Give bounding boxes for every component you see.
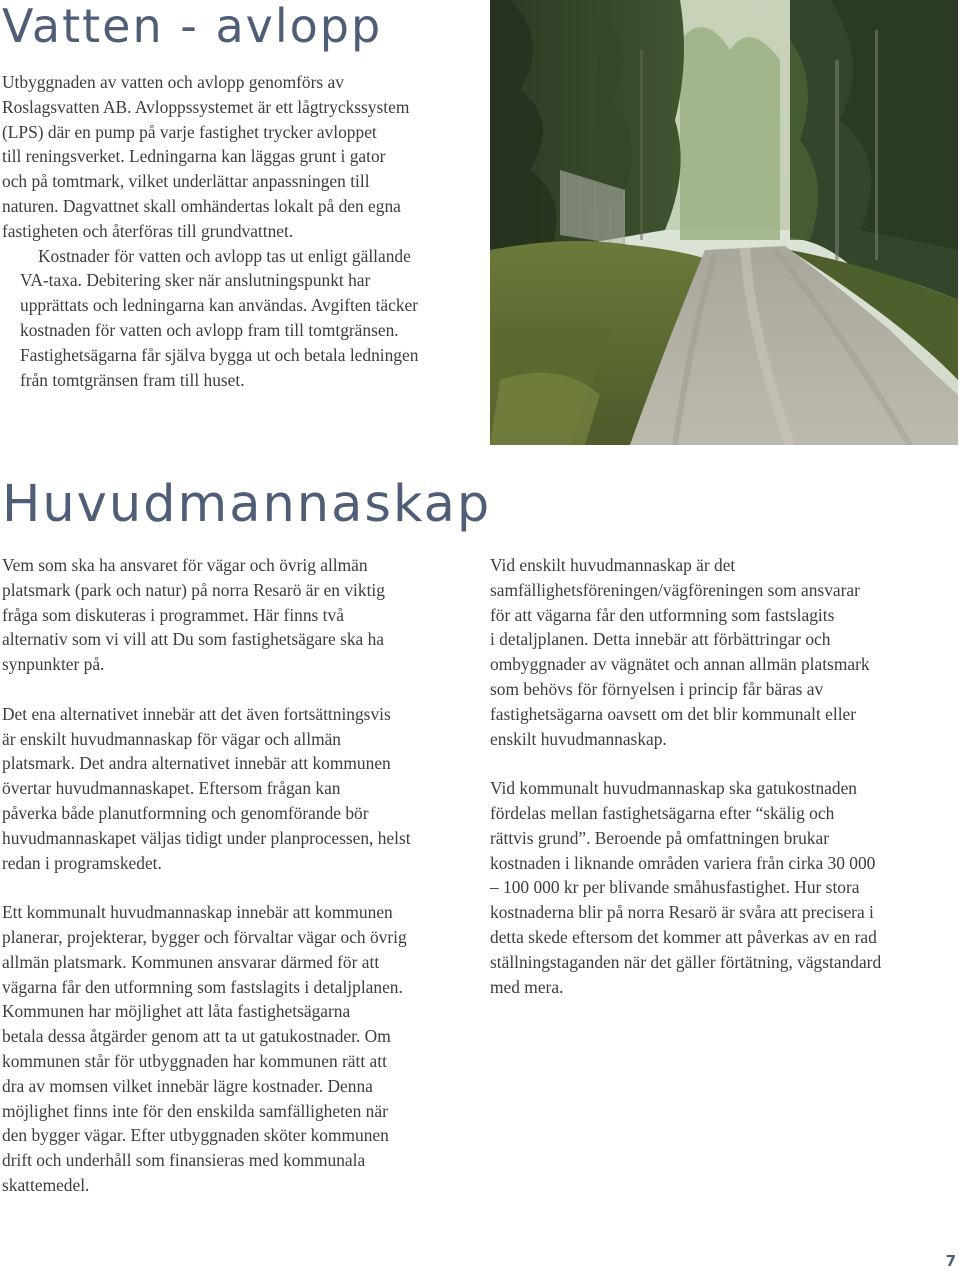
text-line: – 100 000 kr per blivande småhusfastighet. Hur stora: [490, 877, 860, 898]
text-line: påverka både planutformning och genomförande bör: [2, 802, 369, 823]
text-line: dra av momsen vilket innebär lägre kostnader. Denna: [2, 1075, 373, 1096]
right-paragraph-2: [490, 776, 950, 999]
text-line: kostnaden i liknande områden variera från cirka 30 000: [490, 852, 876, 873]
text-line: (LPS) där en pump på varje fastighet trycker avloppet: [2, 121, 377, 142]
text-line: möjlighet finns inte för den enskilda samfälligheten när: [2, 1100, 388, 1121]
text-line: VA-taxa. Debitering sker när anslutningspunkt har: [20, 270, 371, 291]
right-paragraph-1: [490, 553, 950, 751]
text-line: Roslagsvatten AB. Avloppssystemet är ett lågtryckssystem: [2, 96, 410, 117]
text-line: vägarna får den utformning som fastslagits i detaljplanen.: [2, 976, 403, 997]
section-title-huvudmannaskap: Huvudmannaskap: [2, 475, 492, 534]
text-line: ombyggnader av vägnätet och annan allmän platsmark: [490, 654, 870, 675]
forest-road-photo: [490, 0, 958, 445]
text-line: och på tomtmark, vilket underlättar anpassningen till: [2, 171, 370, 192]
text-line: Ett kommunalt huvudmannaskap innebär att kommunen: [2, 902, 393, 923]
text-line: övertar huvudmannaskapet. Eftersom frågan kan: [2, 778, 341, 799]
text-line: kommunen står för utbyggnaden har kommunen rätt att: [2, 1050, 387, 1071]
left-paragraph-3: [2, 900, 474, 1198]
huvudmannaskap-right-column: [490, 553, 950, 999]
text-line: platsmark. Det andra alternativet innebär att kommunen: [2, 753, 391, 774]
text-line: drift och underhåll som finansieras med kommunala: [2, 1150, 366, 1171]
huvudmannaskap-left-column: [2, 553, 474, 1198]
text-line: ställningstaganden när det gäller förtätning, vägstandard: [490, 951, 882, 972]
vatten-paragraph-1: [2, 70, 474, 244]
text-line: kostnaderna blir på norra Resarö är svåra att precisera i: [490, 902, 874, 923]
text-line: Vid kommunalt huvudmannaskap ska gatukostnaden: [490, 778, 857, 799]
text-line: som behövs för förnyelsen i princip får bäras av: [490, 678, 824, 699]
text-line: är enskilt huvudmannaskap för vägar och allmän: [2, 728, 342, 749]
text-line: i detaljplanen. Detta innebär att förbättringar och: [490, 629, 831, 650]
text-line: Det ena alternativet innebär att det även fortsättningsvis: [2, 703, 391, 724]
text-line: med mera.: [490, 976, 564, 997]
text-line: alternativ som vi vill att Du som fastighetsägare ska ha: [2, 629, 385, 650]
text-line: planerar, projekterar, bygger och förvaltar vägar och övrig: [2, 926, 407, 947]
text-line: fråga som diskuteras i programmet. Här finns två: [2, 604, 344, 625]
text-line: Fastighetsägarna får själva bygga ut och betala ledningen: [20, 344, 419, 365]
text-line: naturen. Dagvattnet skall omhändertas lokalt på den egna: [2, 195, 401, 216]
text-line: samfällighetsföreningen/vägföreningen som ansvarar: [490, 579, 860, 600]
text-line: från tomtgränsen fram till huset.: [20, 369, 245, 390]
vatten-avlopp-text: [2, 70, 474, 392]
text-line: fördelas mellan fastighetsägarna efter “skälig och: [490, 802, 835, 823]
text-line: platsmark (park och natur) på norra Resarö är en viktig: [2, 579, 385, 600]
left-paragraph-1: [2, 553, 474, 677]
text-line: för att vägarna får den utformning som fastslagits: [490, 604, 835, 625]
text-line: betala dessa åtgärder genom att ta ut gatukostnader. Om: [2, 1026, 391, 1047]
text-line: Utbyggnaden av vatten och avlopp genomförs av: [2, 72, 344, 92]
text-line: redan i programskedet.: [2, 852, 162, 873]
text-line: allmän platsmark. Kommunen ansvarar därmed för att: [2, 951, 380, 972]
text-line: rättvis grund”. Beroende på omfattningen brukar: [490, 827, 830, 848]
text-line: synpunkter på.: [2, 654, 105, 675]
text-line: detta skede eftersom det kommer att påverkas av en rad: [490, 926, 877, 947]
section-title-vatten-avlopp: Vatten - avlopp: [2, 0, 383, 53]
text-line: skattemedel.: [2, 1174, 90, 1195]
text-line: fastigheten och återföras till grundvattnet.: [2, 220, 294, 241]
text-line: den bygger vägar. Efter utbyggnaden sköter kommunen: [2, 1125, 389, 1146]
text-line: enskilt huvudmannaskap.: [490, 728, 667, 749]
left-paragraph-2: [2, 702, 474, 876]
text-line: till reningsverket. Ledningarna kan läggas grunt i gator: [2, 146, 386, 167]
page-number: 7: [945, 1252, 956, 1270]
text-line: upprättats och ledningarna kan användas. Avgiften täcker: [20, 295, 419, 316]
text-line: huvudmannaskapet väljas tidigt under planprocessen, helst: [2, 827, 411, 848]
text-line: Kostnader för vatten och avlopp tas ut enligt gällande: [38, 245, 411, 266]
vatten-paragraph-2: [2, 244, 474, 393]
text-line: Vid enskilt huvudmannaskap är det: [490, 555, 736, 575]
text-line: Kommunen har möjlighet att låta fastighetsägarna: [2, 1001, 351, 1022]
text-line: fastighetsägarna oavsett om det blir kommunalt eller: [490, 703, 857, 724]
text-line: kostnaden för vatten och avlopp fram till tomtgränsen.: [20, 319, 399, 340]
text-line: Vem som ska ha ansvaret för vägar och övrig allmän: [2, 555, 368, 575]
